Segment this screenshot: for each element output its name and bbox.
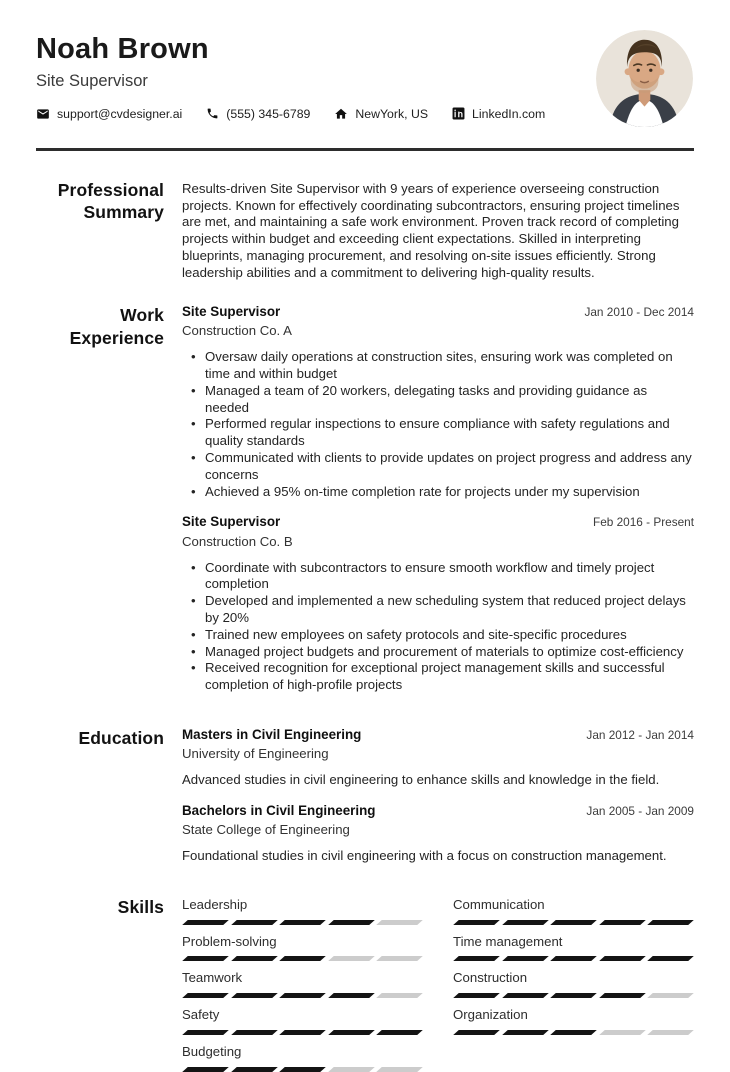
bullet-item: • Managed project budgets and procurement of materials to optimize cost-efficiency [205,644,694,661]
skill-name: Construction [453,970,528,986]
section-skills [36,896,694,1072]
education-entry [182,727,694,789]
profile-photo [596,30,693,127]
job-company: Construction Co. A [182,323,292,339]
contact-linkedin-text: LinkedIn.com [472,106,546,121]
skill-segment-filled [377,1030,423,1035]
skill-name: Budgeting [182,1044,242,1060]
skill-segment-filled [453,993,499,998]
skill-segment-filled [453,1030,499,1035]
skill-segment-filled [502,1030,548,1035]
skill-item [182,897,423,925]
skill-segment-filled [599,993,645,998]
section-heading-skills: Skills [117,896,164,917]
skill-segment-filled [279,993,325,998]
skill-segment-filled [328,1030,374,1035]
skill-item [453,970,694,998]
skill-level-bar [453,920,694,925]
skill-segment-filled [502,956,548,961]
skill-level-bar [453,993,694,998]
home-icon [334,107,348,121]
job-dates: Jan 2010 - Dec 2014 [584,305,694,320]
bullet-item: • Performed regular inspections to ensure compliance with safety regulations and quality standards [205,416,694,450]
job-title: Site Supervisor [182,514,281,530]
jobs-list [182,304,694,694]
skill-segment-filled [279,920,325,925]
name: Noah Brown [36,33,209,65]
header-divider [36,148,694,151]
bullet-item: • Managed a team of 20 workers, delegating tasks and providing guidance as needed [205,383,694,417]
skill-name: Teamwork [182,970,243,986]
skill-name: Time management [453,933,563,949]
skill-segment-filled [182,920,228,925]
skill-segment-filled [502,993,548,998]
skill-segment-filled [453,920,499,925]
education-entry [182,803,694,865]
skill-segment-filled [328,993,374,998]
job-bullets [182,560,694,694]
skill-segment-filled [550,956,596,961]
linkedin-icon [452,107,465,120]
bullet-item: • Received recognition for exceptional project management skills and successful completion of high-profile projects [205,660,694,694]
skill-item [182,1044,423,1072]
skill-segment-filled [182,1067,228,1072]
skill-item [182,934,423,962]
skill-segment-empty [377,1067,423,1072]
skill-segment-empty [328,1067,374,1072]
skill-segment-filled [453,956,499,961]
skill-segment-empty [377,920,423,925]
contact-email-text: support@cvdesigner.ai [57,106,183,121]
profile-photo-illustration [596,30,693,127]
skill-name: Leadership [182,896,248,912]
skill-segment-empty [328,956,374,961]
skill-segment-filled [599,920,645,925]
skill-segment-filled [550,993,596,998]
skill-segment-filled [182,956,228,961]
skill-segment-filled [182,993,228,998]
skill-item [182,970,423,998]
bullet-item: • Coordinate with subcontractors to ensure smooth workflow and timely project completion [205,560,694,594]
bullet-item: • Achieved a 95% on-time completion rate for projects under my supervision [205,484,694,501]
section-education [36,727,694,865]
summary-text: Results-driven Site Supervisor with 9 years of experience overseeing construction projects. Known for effectively coordinating subcontractors, ensuring project timelines are met, and maintaining a safe work environment. Proven track record of completing projects within budget and exceeding client expectations. Skilled in interpreting blueprints, managing procurement, and resolving on-site issues efficiently. Strong leadership abilities and a commitment to delivering high-quality results. [182,181,680,280]
education-dates: Jan 2012 - Jan 2014 [586,727,694,742]
skill-segment-empty [599,1030,645,1035]
skill-segment-filled [648,956,694,961]
skill-segment-filled [550,920,596,925]
bullet-item: • Developed and implemented a new scheduling system that reduced project delays by 20% [205,593,694,627]
job-dates: Feb 2016 - Present [593,515,694,530]
education-dates: Jan 2005 - Jan 2009 [586,803,694,818]
job-company: Construction Co. B [182,533,293,549]
education-degree: Bachelors in Civil Engineering [182,802,376,818]
skill-item [182,1007,423,1035]
contact-phone[interactable] [206,107,310,121]
bullet-item: • Communicated with clients to provide updates on project progress and address any concerns [205,450,694,484]
education-list [182,727,694,865]
skill-segment-filled [550,1030,596,1035]
job-entry [182,514,694,693]
skill-segment-filled [231,920,277,925]
section-heading-summary: Professional Summary [57,180,164,223]
skill-level-bar [182,1030,423,1035]
contact-linkedin[interactable] [452,107,545,121]
headline: Site Supervisor [36,71,148,90]
job-bullets [182,349,694,500]
skill-segment-filled [279,956,325,961]
education-degree: Masters in Civil Engineering [182,726,362,742]
resume-header [36,34,694,127]
skill-segment-filled [328,920,374,925]
skill-level-bar [453,1030,694,1035]
contact-row [36,107,545,121]
phone-icon [206,107,219,120]
skill-level-bar [182,920,423,925]
section-heading-experience: Work Experience [69,305,164,348]
skill-name: Communication [453,896,545,912]
skill-segment-filled [599,956,645,961]
job-entry [182,304,694,500]
skill-segment-filled [279,1030,325,1035]
bullet-item: • Trained new employees on safety protocols and site-specific procedures [205,627,694,644]
skill-item [453,897,694,925]
skill-level-bar [182,993,423,998]
skill-name: Safety [182,1007,220,1023]
contact-email[interactable] [36,107,182,121]
contact-phone-text: (555) 345-6789 [226,106,311,121]
education-description: Foundational studies in civil engineering with a focus on construction management. [182,847,667,863]
skill-segment-filled [502,920,548,925]
skill-segment-empty [377,956,423,961]
skill-level-bar [453,956,694,961]
skill-segment-filled [279,1067,325,1072]
skill-segment-empty [648,993,694,998]
section-heading-education: Education [78,727,164,748]
skill-name: Problem-solving [182,933,277,949]
skill-segment-filled [648,920,694,925]
skill-segment-filled [182,1030,228,1035]
skill-segment-filled [231,956,277,961]
email-icon [36,107,50,121]
job-title: Site Supervisor [182,304,281,320]
skill-segment-filled [231,993,277,998]
contact-location-text: NewYork, US [355,106,429,121]
section-summary [36,179,694,281]
education-school: State College of Engineering [182,821,350,837]
section-experience [36,304,694,694]
skill-level-bar [182,956,423,961]
skill-item [453,1007,694,1035]
skill-segment-empty [377,993,423,998]
bullet-item: • Oversaw daily operations at construction sites, ensuring work was completed on time and within budget [205,349,694,383]
education-school: University of Engineering [182,746,329,761]
skills-grid [182,897,694,1072]
education-description: Advanced studies in civil engineering to enhance skills and knowledge in the field. [182,772,660,787]
skill-item [453,934,694,962]
skill-segment-filled [231,1067,277,1072]
skill-segment-filled [231,1030,277,1035]
skill-name: Organization [453,1007,528,1023]
contact-location [334,107,428,121]
header-identity [36,34,545,121]
skill-segment-empty [648,1030,694,1035]
skill-level-bar [182,1067,423,1072]
